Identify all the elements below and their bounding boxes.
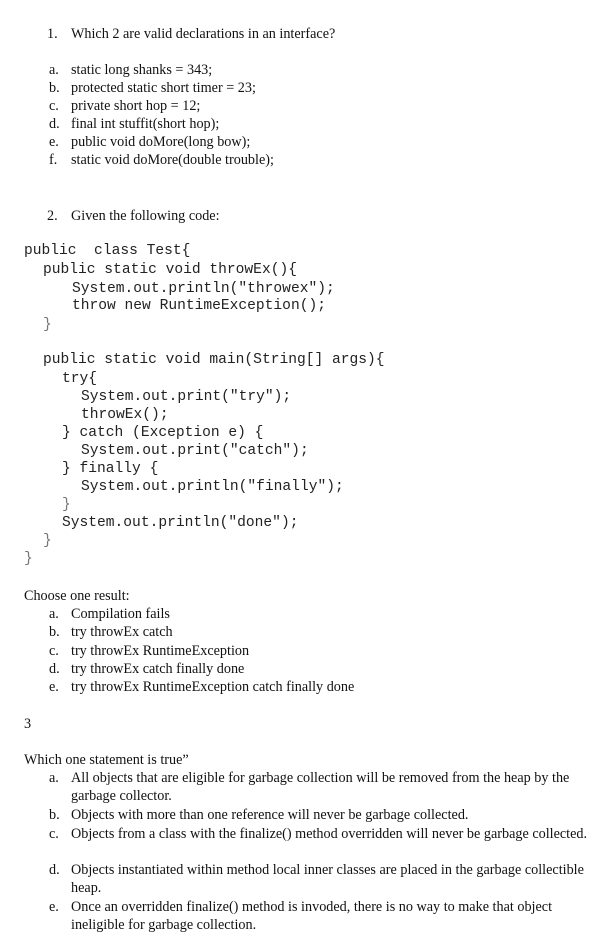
option-letter: c. xyxy=(49,98,59,114)
option-letter: c. xyxy=(49,643,59,659)
code-line-15: System.out.println("done"); xyxy=(62,515,299,531)
option-letter: e. xyxy=(49,134,59,150)
code-line-4: throw new RuntimeException(); xyxy=(72,298,326,314)
option-letter: e. xyxy=(49,899,59,915)
q3-number: 3 xyxy=(24,716,32,732)
code-line-14: } xyxy=(62,497,71,513)
code-line-17: } xyxy=(24,551,33,567)
option-text: static void doMore(double trouble); xyxy=(71,152,274,168)
option-letter: a. xyxy=(49,62,59,78)
option-letter: d. xyxy=(49,661,60,677)
code-line-7: try{ xyxy=(62,371,98,387)
option-text: public void doMore(long bow); xyxy=(71,134,251,150)
option-text: try throwEx RuntimeException xyxy=(71,643,250,659)
option-text: try throwEx RuntimeException catch finally done xyxy=(71,679,355,695)
code-line-10: } catch (Exception e) { xyxy=(62,425,264,441)
option-text: Objects with more than one reference will never be garbage collected. xyxy=(71,807,469,823)
code-line-8: System.out.print("try"); xyxy=(81,389,292,405)
option-text: static long shanks = 343; xyxy=(71,62,213,78)
code-line-12: } finally { xyxy=(62,461,159,477)
code-line-16: } xyxy=(43,533,52,549)
code-line-13: System.out.println("finally"); xyxy=(81,479,344,495)
q1-question: Which 2 are valid declarations in an interface? xyxy=(71,26,336,42)
q2-number: 2. xyxy=(47,208,58,224)
code-line-9: throwEx(); xyxy=(81,407,169,423)
option-letter: f. xyxy=(49,152,58,168)
option-text: protected static short timer = 23; xyxy=(71,80,256,96)
option-letter: c. xyxy=(49,826,59,842)
option-text: Objects from a class with the finalize() method overridden will never be garbage collected. xyxy=(71,826,588,842)
q2-prompt: Choose one result: xyxy=(24,588,130,604)
option-text: Objects instantiated within method local inner classes are placed in the garbage collectible heap. xyxy=(71,862,584,896)
q3-question: Which one statement is true” xyxy=(24,752,189,768)
q1-number: 1. xyxy=(47,26,58,42)
option-text: Once an overridden finalize() method is invoded, there is no way to make that object ineligible for garbage collection. xyxy=(71,899,553,933)
code-line-11: System.out.print("catch"); xyxy=(81,443,309,459)
option-letter: a. xyxy=(49,770,59,786)
option-letter: a. xyxy=(49,606,59,622)
option-text: try throwEx catch xyxy=(71,624,173,640)
code-line-1: public class Test{ xyxy=(24,243,191,259)
code-line-3: System.out.println("throwex"); xyxy=(72,281,335,297)
option-letter: b. xyxy=(49,807,60,823)
option-letter: b. xyxy=(49,624,60,640)
option-text: Compilation fails xyxy=(71,606,170,622)
q2-question: Given the following code: xyxy=(71,208,220,224)
option-text: private short hop = 12; xyxy=(71,98,201,114)
code-line-5: } xyxy=(43,317,52,333)
option-text: try throwEx catch finally done xyxy=(71,661,245,677)
code-line-2: public static void throwEx(){ xyxy=(43,262,297,278)
option-letter: d. xyxy=(49,116,60,132)
option-text: final int stuffit(short hop); xyxy=(71,116,220,132)
option-text: All objects that are eligible for garbage collection will be removed from the heap by the garbage collector. xyxy=(71,770,570,804)
option-letter: e. xyxy=(49,679,59,695)
option-letter: d. xyxy=(49,862,60,878)
option-letter: b. xyxy=(49,80,60,96)
code-line-6: public static void main(String[] args){ xyxy=(43,352,385,368)
